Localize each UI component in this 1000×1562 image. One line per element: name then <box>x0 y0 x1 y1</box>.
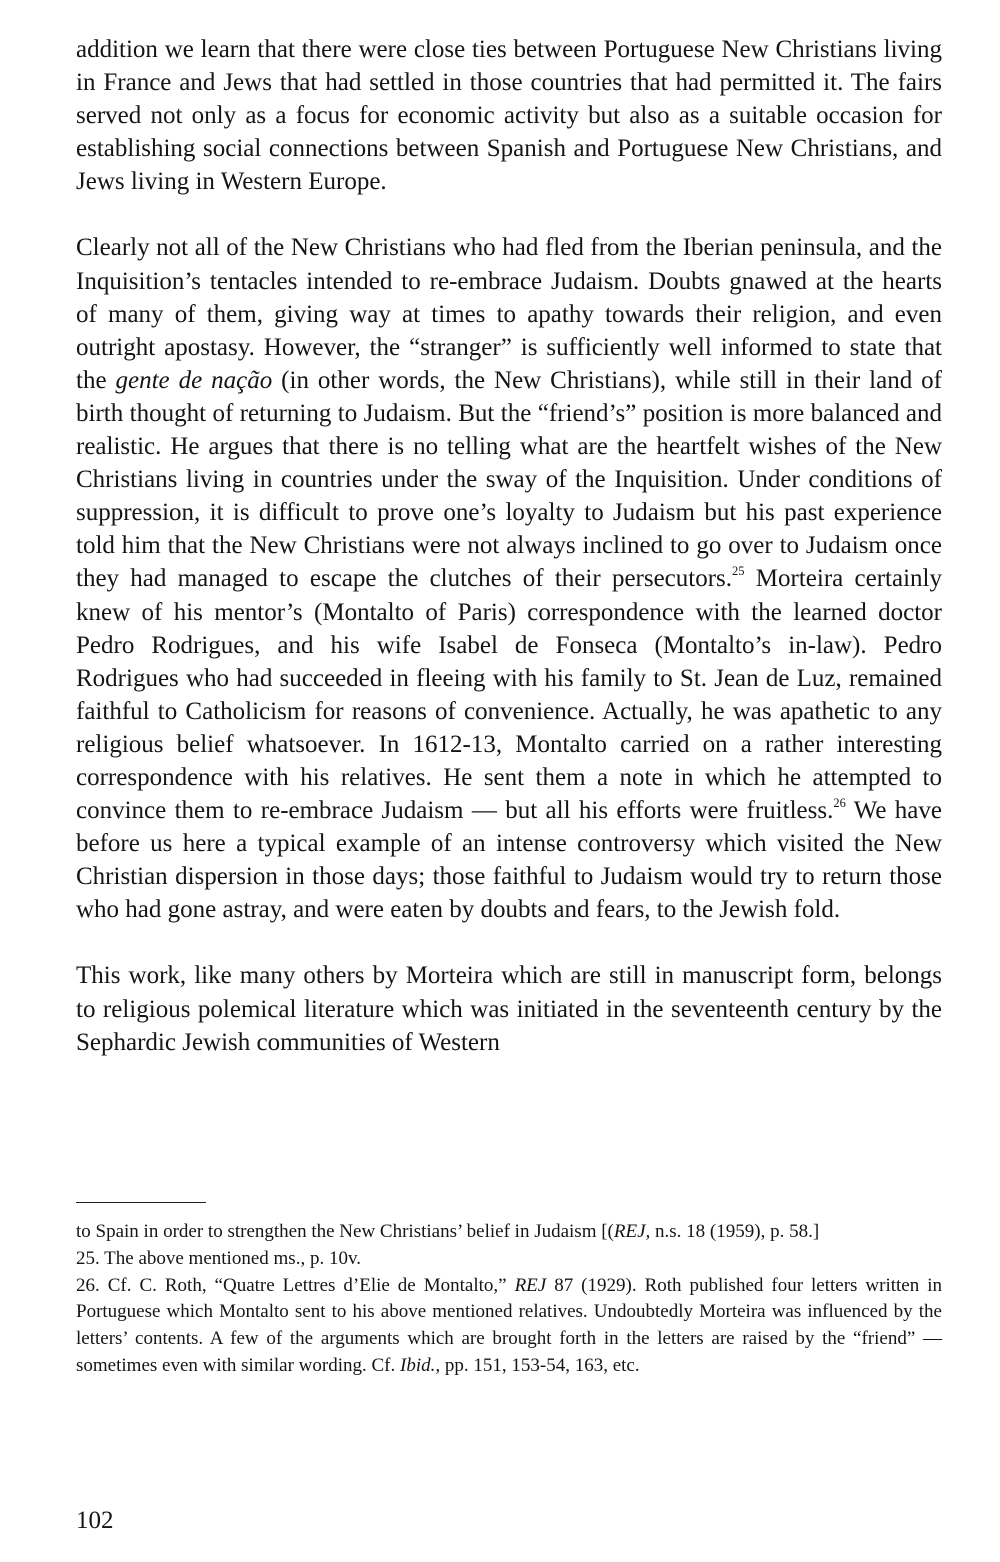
footnote-ref-26: 26 <box>833 795 846 810</box>
main-text <box>76 33 942 1059</box>
footnote-divider <box>76 1202 206 1203</box>
paragraph-3-text: This work, like many others by Morteira which are still in manuscript form, belongs to religious polemical literature which was initiated in the seventeenth century by the Sephardic Jewish communities of Western <box>76 962 942 1056</box>
footnote-26-text-c: pp. 151, 153-54, 163, etc. <box>440 1354 640 1376</box>
paragraph-2-text-b: (in other words, the New Christians), while still in their land of birth thought of returning to Judaism. But the “friend’s” position is more balanced and realistic. He argues that there is no telling what are the heartfelt wishes of the New Christians living in countries under the sway of the Inquisition. Under conditions of suppression, it is difficult to prove one’s loyalty to Judaism but his past experience told him that the New Christians were not always inclined to go over to Judaism once they had managed to escape the clutches of their persecutors. <box>76 366 942 593</box>
footnote-continued-text-a: to Spain in order to strengthen the New Christians’ belief in Judaism [( <box>76 1221 614 1242</box>
paragraph-1-text: addition we learn that there were close ties between Portuguese New Christians living in France and Jews that had settled in those countries that had permitted it. The fairs served not only as a focus for economic activity but also as a suitable occasion for establishing social connections between Spanish and Portuguese New Christians, and Jews living in Western Europe. <box>76 36 942 196</box>
footnote-continued-journal: REJ, <box>613 1221 651 1242</box>
footnote-25 <box>76 1246 942 1273</box>
footnote-26 <box>76 1273 942 1380</box>
paragraph-2 <box>76 231 942 926</box>
paragraph-2-text-a: Clearly not all of the New Christians who had fled from the Iberian peninsula, and the Inquisition’s tentacles intended to re-embrace Judaism. Doubts gnawed at the hearts of many of them, giving way at times to apathy towards their religion, and even outright apostasy. However, the “stranger” is sufficiently well informed to state that the <box>76 234 942 394</box>
paragraph-2-text-c: Morteira certainly knew of his mentor’s (Montalto of Paris) correspondence with the learned doctor Pedro Rodrigues, and his wife Isabel de Fonseca (Montalto’s in-law). Pedro Rodrigues who had succeeded in fleeing with his family to St. Jean de Luz, remained faithful to Catholicism for reasons of convenience. Actually, he was apathetic to any religious belief whatsoever. In 1612-13, Montalto carried on a rather interesting correspondence with his relatives. He sent them a note in which he attempted to convince them to re-embrace Judaism — but all his efforts were fruitless. <box>76 565 942 825</box>
footnote-continued <box>76 1219 942 1246</box>
footnote-26-text-a: Cf. C. Roth, “Quatre Lettres d’Elie de Montalto,” <box>99 1274 515 1296</box>
footnote-26-ibid: Ibid., <box>400 1354 441 1376</box>
paragraph-1 <box>76 33 942 198</box>
footnote-ref-25: 25 <box>732 564 745 579</box>
footnote-26-number: 26. <box>76 1274 100 1296</box>
footnotes <box>76 1219 942 1380</box>
page-number: 102 <box>76 1507 114 1534</box>
paragraph-2-text-d: We have before us here a typical example of an intense controversy which visited the New Christian dispersion in those days; those faithful to Judaism would try to return those who had gone astray, and were eaten by doubts and fears, to the Jewish fold. <box>76 797 942 924</box>
footnote-26-text-b: 87 (1929). Roth published four letters written in Portuguese which Montalto sent to his above mentioned relatives. Undoubtedly Morteira was influenced by the letters’ contents. A few of the arguments which are brought forth in the letters are raised by the “friend” — sometimes even with similar wording. Cf. <box>76 1274 942 1376</box>
footnote-26-journal: REJ <box>514 1274 547 1296</box>
footnote-continued-text-b: n.s. 18 (1959), p. 58.] <box>650 1221 820 1242</box>
italic-term: gente de nação <box>115 366 273 394</box>
footnote-25-text: The above mentioned ms., p. 10v. <box>99 1247 361 1269</box>
footnote-25-number: 25. <box>76 1247 100 1269</box>
paragraph-3 <box>76 959 942 1058</box>
